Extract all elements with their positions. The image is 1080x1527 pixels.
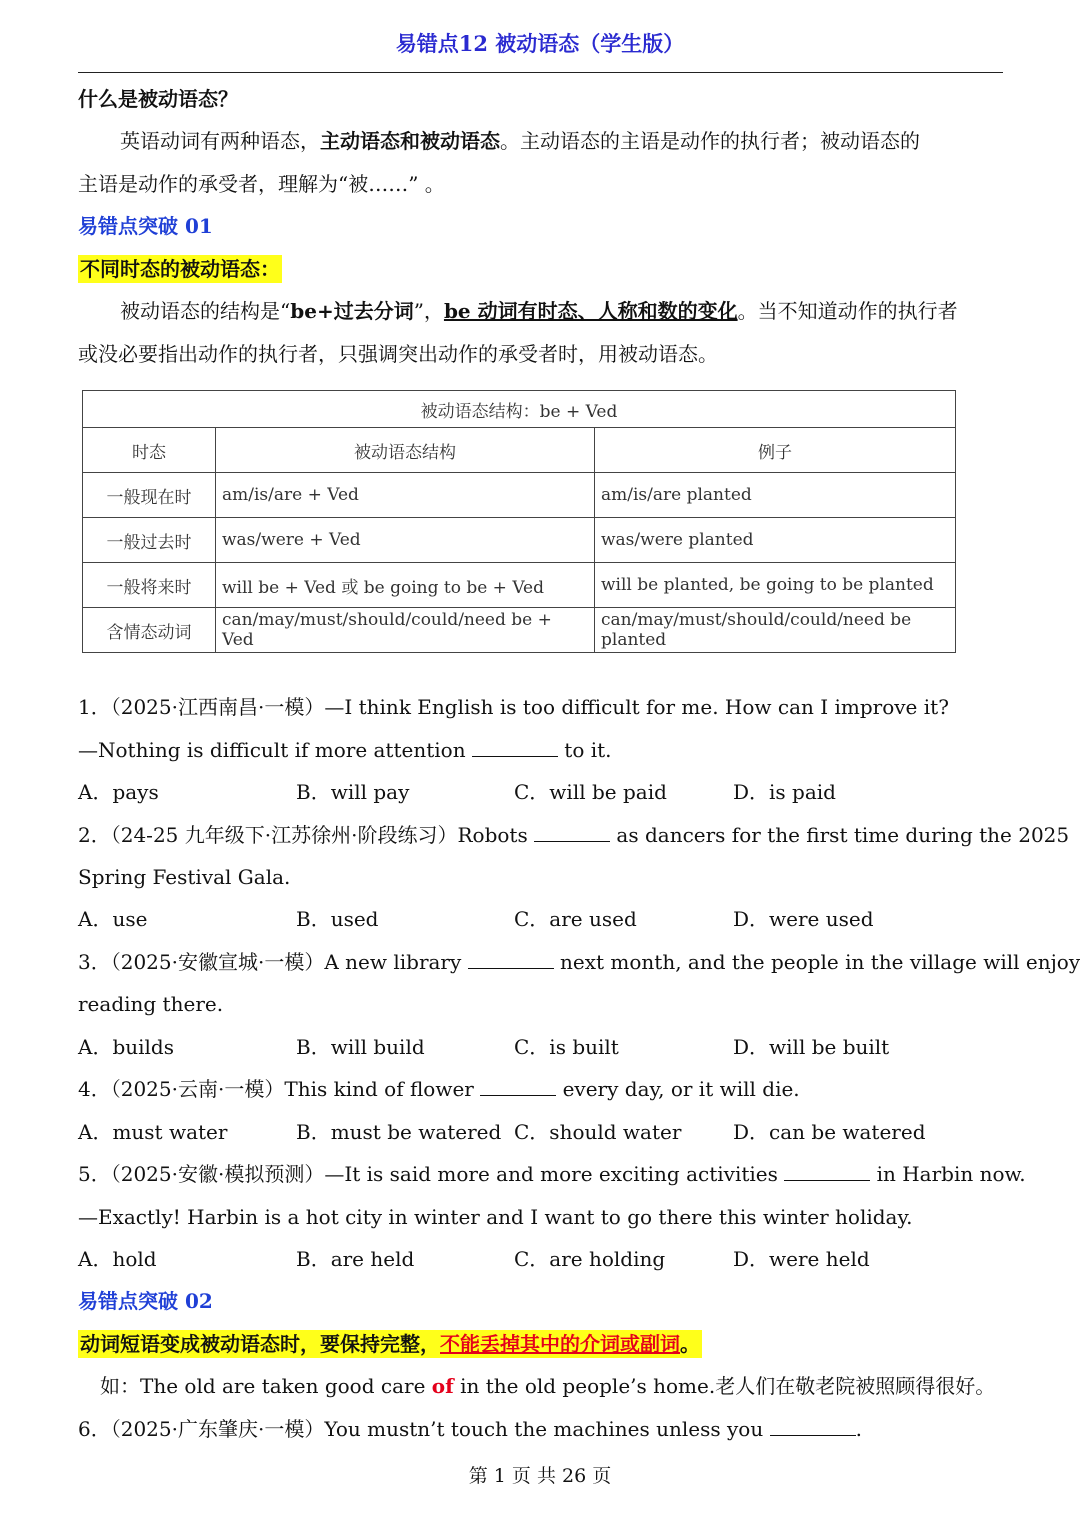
- answer-blank[interactable]: [784, 1162, 870, 1181]
- option-c[interactable]: C．are used: [514, 907, 637, 931]
- question-2-stem: 2．（24-25 九年级下·江苏徐州·阶段练习）Robots as dancers for the first time during the 2025: [78, 823, 1070, 847]
- option-a[interactable]: A．hold: [78, 1247, 157, 1271]
- option-d[interactable]: D．is paid: [733, 780, 836, 804]
- table-cell-structure: will be + Ved 或 be going to be + Ved: [216, 563, 595, 608]
- option-c[interactable]: C．is built: [514, 1035, 619, 1059]
- section1-label: 易错点突破 01: [78, 214, 213, 238]
- table-cell-example: can/may/must/should/could/need be planted: [595, 608, 956, 653]
- question-5-line-2: —Exactly! Harbin is a hot city in winter and I want to go there this winter holiday.: [78, 1205, 913, 1229]
- option-b[interactable]: B．are held: [296, 1247, 415, 1271]
- option-d[interactable]: D．were used: [733, 907, 874, 931]
- question-3-stem: 3．（2025·安徽宣城·一模）A new library next month, and the people in the village will enjoy: [78, 950, 1080, 974]
- option-a[interactable]: A．must water: [78, 1120, 228, 1144]
- table-cell-tense: 一般现在时: [83, 473, 216, 518]
- intro-heading: 什么是被动语态？: [78, 87, 238, 111]
- section1-paragraph-line-1: 被动语态的结构是“be+过去分词”，be 动词有时态、人称和数的变化。当不知道动作的执行者: [120, 299, 958, 323]
- table-header-tense: 时态: [83, 428, 216, 473]
- option-d[interactable]: D．were held: [733, 1247, 870, 1271]
- option-b[interactable]: B．will pay: [296, 780, 410, 804]
- table-row: [83, 563, 956, 608]
- answer-blank[interactable]: [534, 823, 610, 842]
- table-cell-structure: was/were + Ved: [216, 518, 595, 563]
- section2-highlight: 动词短语变成被动语态时，要保持完整，不能丢掉其中的介词或副词。: [80, 1332, 700, 1356]
- table-header-example: 例子: [595, 428, 956, 473]
- answer-blank[interactable]: [472, 738, 558, 757]
- option-b[interactable]: B．must be watered: [296, 1120, 502, 1144]
- question-6-stem: 6．（2025·广东肇庆·一模）You mustn’t touch the machines unless you .: [78, 1417, 862, 1441]
- intro-paragraph-line-1: 英语动词有两种语态，主动语态和被动语态。主动语态的主语是动作的执行者；被动语态的: [120, 129, 920, 153]
- passive-voice-table: [82, 390, 956, 653]
- answer-blank[interactable]: [480, 1077, 556, 1096]
- option-b[interactable]: B．used: [296, 907, 379, 931]
- option-a[interactable]: A．pays: [78, 780, 159, 804]
- option-d[interactable]: D．can be watered: [733, 1120, 926, 1144]
- table-cell-tense: 一般过去时: [83, 518, 216, 563]
- answer-blank[interactable]: [770, 1417, 856, 1436]
- table-row: [83, 608, 956, 653]
- section2-example: 如：The old are taken good care of in the old people’s home.老人们在敬老院被照顾得很好。: [100, 1374, 996, 1398]
- page-footer: 第 1 页 共 26 页: [468, 1465, 612, 1487]
- table-cell-tense: 一般将来时: [83, 563, 216, 608]
- question-1-stem: 1．（2025·江西南昌·一模）—I think English is too difficult for me. How can I improve it?: [78, 695, 949, 719]
- question-4-stem: 4．（2025·云南·一模）This kind of flower every day, or it will die.: [78, 1077, 800, 1101]
- table-cell-tense: 含情态动词: [83, 608, 216, 653]
- table-caption: 被动语态结构：be + Ved: [83, 391, 956, 428]
- option-b[interactable]: B．will build: [296, 1035, 425, 1059]
- question-1-line-2: —Nothing is difficult if more attention to it.: [78, 738, 612, 762]
- question-5-stem: 5．（2025·安徽·模拟预测）—It is said more and more exciting activities in Harbin now.: [78, 1162, 1026, 1186]
- answer-blank[interactable]: [468, 950, 554, 969]
- header-rule: [78, 72, 1003, 73]
- option-d[interactable]: D．will be built: [733, 1035, 890, 1059]
- table-cell-example: was/were planted: [595, 518, 956, 563]
- table-row: [83, 473, 956, 518]
- option-c[interactable]: C．are holding: [514, 1247, 666, 1271]
- section2-label: 易错点突破 02: [78, 1289, 213, 1313]
- option-a[interactable]: A．use: [78, 907, 148, 931]
- table-row: [83, 518, 956, 563]
- option-c[interactable]: C．will be paid: [514, 780, 667, 804]
- table-cell-structure: am/is/are + Ved: [216, 473, 595, 518]
- section1-paragraph-line-2: 或没必要指出动作的执行者，只强调突出动作的承受者时，用被动语态。: [78, 342, 718, 366]
- option-c[interactable]: C．should water: [514, 1120, 682, 1144]
- table-header-structure: 被动语态结构: [216, 428, 595, 473]
- section2-highlight-line: [78, 1329, 1003, 1359]
- question-2-line-2: Spring Festival Gala.: [78, 865, 291, 889]
- page-title: 易错点12 被动语态（学生版）: [395, 31, 685, 56]
- section1-highlight-line: [78, 254, 1003, 284]
- section1-highlight: 不同时态的被动语态：: [80, 257, 280, 281]
- table-cell-structure: can/may/must/should/could/need be + Ved: [216, 608, 595, 653]
- option-a[interactable]: A．builds: [78, 1035, 174, 1059]
- table-cell-example: will be planted, be going to be planted: [595, 563, 956, 608]
- question-3-line-2: reading there.: [78, 992, 224, 1016]
- table-cell-example: am/is/are planted: [595, 473, 956, 518]
- intro-paragraph-line-2: 主语是动作的承受者，理解为“被……” 。: [78, 172, 445, 196]
